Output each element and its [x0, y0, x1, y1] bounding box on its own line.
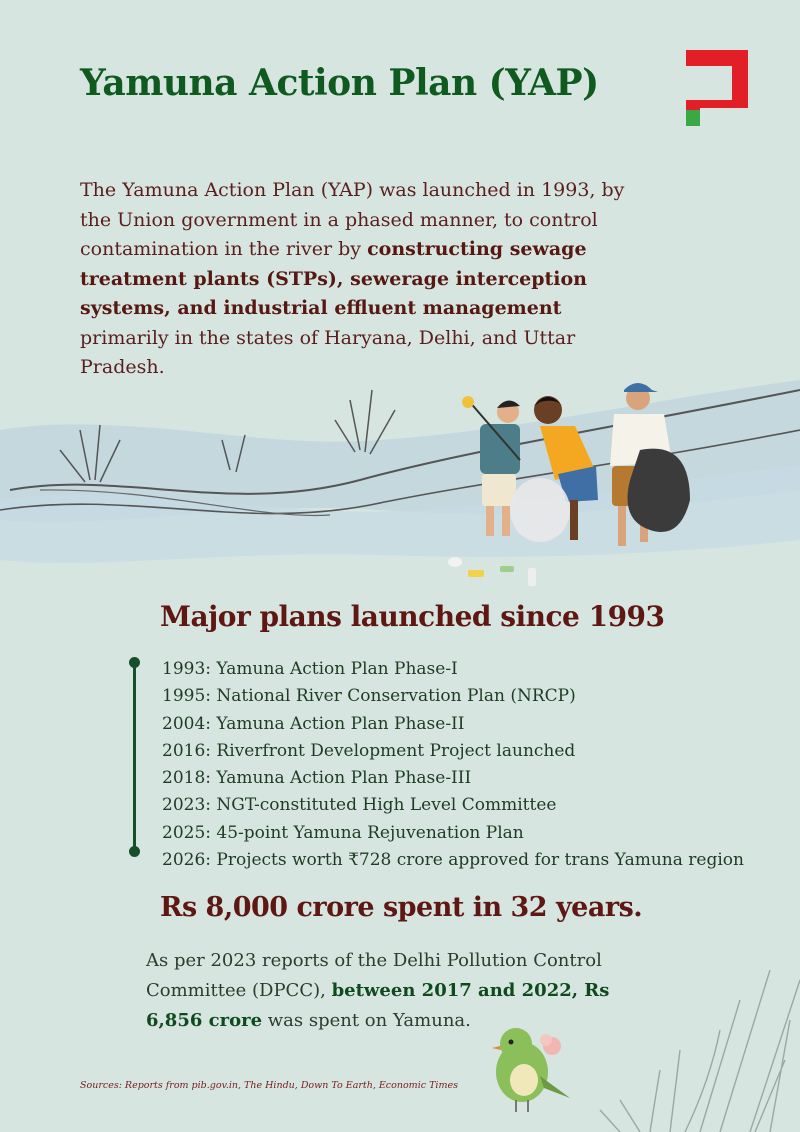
timeline-item: 2016: Riverfront Development Project launched	[162, 740, 576, 761]
timeline-item: 2018: Yamuna Action Plan Phase-III	[162, 768, 472, 789]
spending-highlight: between 2017 and 2022, Rs 6,856 crore	[146, 980, 610, 1031]
spending-heading: Rs 8,000 crore spent in 32 years.	[160, 892, 643, 923]
spending-text-2: was spent on Yamuna.	[262, 1010, 471, 1031]
timeline-list	[162, 656, 744, 874]
intro-paragraph	[80, 176, 625, 383]
timeline-item: 2023: NGT-constituted High Level Committee	[162, 795, 557, 816]
page-title: Yamuna Action Plan (YAP)	[80, 62, 599, 104]
timeline-item: 1993: Yamuna Action Plan Phase-I	[162, 659, 458, 679]
intro-text-1: The Yamuna Action Plan (YAP) was launched in 1993, by the Union government in a phased manner, to control contamination in the river by	[80, 179, 625, 260]
timeline-item: 2004: Yamuna Action Plan Phase-II	[162, 713, 465, 734]
sources-note: Sources: Reports from pib.gov.in, The Hindu, Down To Earth, Economic Times	[80, 1080, 458, 1091]
intro-text-2: primarily in the states of Haryana, Delhi, and Uttar Pradesh.	[80, 326, 576, 378]
timeline-item: 2025: 45-point Yamuna Rejuvenation Plan	[162, 822, 524, 843]
timeline-line	[133, 663, 136, 853]
timeline-item: 1995: National River Conservation Plan (NRCP)	[162, 686, 576, 707]
major-plans-heading: Major plans launched since 1993	[160, 600, 665, 633]
timeline-dot-end	[129, 846, 140, 857]
intro-highlight: constructing sewage treatment plants (STPs), sewerage interception systems, and industrial effluent management	[80, 238, 587, 319]
timeline-item: 2026: Projects worth ₹728 crore approved for trans Yamuna region	[162, 850, 744, 871]
brand-logo-icon	[686, 50, 748, 126]
river-cleanup-illustration	[0, 370, 800, 605]
timeline-dot-start	[129, 657, 140, 668]
bird-grass-illustration	[470, 960, 800, 1132]
spending-text-1: As per 2023 reports of the Delhi Pollution Control Committee (DPCC),	[146, 950, 602, 1001]
